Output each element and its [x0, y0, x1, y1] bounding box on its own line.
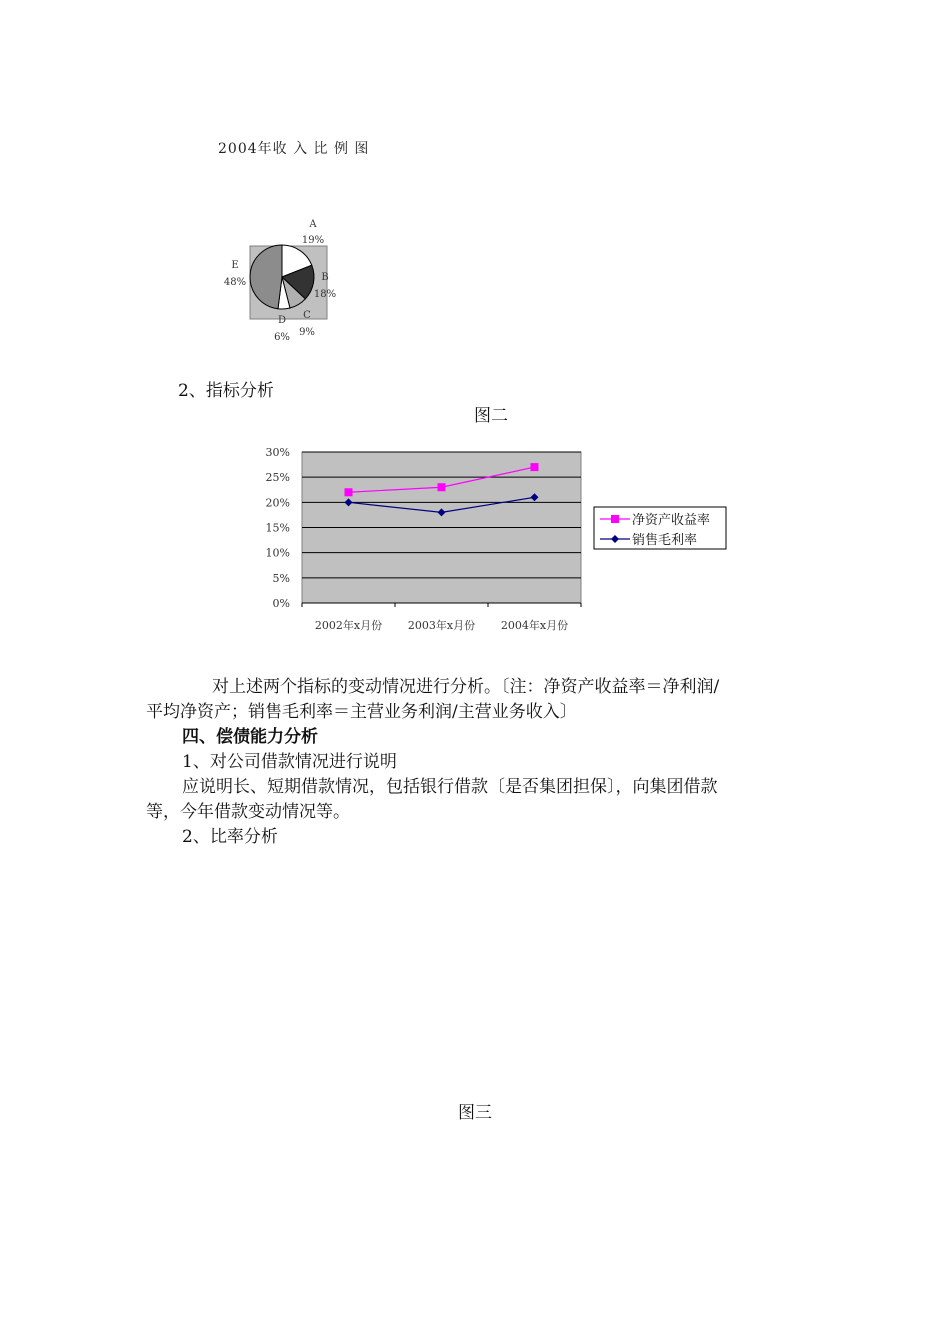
item-1: 1、对公司借款情况进行说明 — [182, 752, 397, 772]
y-tick-label: 5% — [272, 571, 290, 585]
data-point — [531, 463, 539, 471]
figure-3-caption: 图三 — [458, 1103, 492, 1123]
section-2-heading: 2、指标分析 — [178, 381, 274, 401]
analysis-paragraph-line1: 对上述两个指标的变动情况进行分析。〔注：净资产收益率＝净利润/ — [212, 677, 720, 697]
legend-marker — [611, 515, 619, 523]
pie-chart-title: 2004年收 入 比 例 图 — [218, 141, 370, 157]
y-tick-label: 30% — [265, 446, 290, 459]
pie-percent-b: 18% — [313, 289, 337, 300]
data-point — [438, 483, 446, 491]
legend-label: 销售毛利率 — [632, 533, 698, 548]
data-point — [345, 488, 353, 496]
pie-percent-c: 9% — [299, 327, 315, 338]
loan-paragraph-line2: 等，今年借款变动情况等。 — [146, 802, 350, 822]
pie-label-a: A — [309, 219, 317, 230]
analysis-paragraph-line2: 平均净资产；销售毛利率＝主营业务利润/主营业务收入〕 — [146, 702, 577, 722]
pie-chart — [200, 210, 360, 350]
pie-percent-e: 48% — [223, 277, 247, 288]
y-tick-label: 15% — [265, 521, 290, 535]
section-4-heading: 四、偿债能力分析 — [182, 727, 318, 747]
figure-2-caption: 图二 — [474, 406, 508, 426]
pie-label-e: E — [231, 260, 239, 271]
loan-paragraph-line1: 应说明长、短期借款情况，包括银行借款〔是否集团担保〕，向集团借款 — [182, 777, 718, 797]
x-tick-label: 2002年x月份 — [314, 619, 383, 632]
line-chart — [255, 440, 735, 640]
x-tick-label: 2003年x月份 — [407, 619, 476, 632]
item-2: 2、比率分析 — [182, 827, 278, 847]
y-tick-label: 0% — [272, 597, 290, 610]
legend-label: 净资产收益率 — [632, 513, 711, 528]
pie-percent-a: 19% — [301, 235, 325, 246]
pie-label-b: B — [321, 272, 329, 283]
x-tick-label: 2004年x月份 — [500, 619, 569, 632]
pie-label-c: C — [303, 310, 311, 321]
pie-label-d: D — [277, 315, 287, 326]
y-tick-label: 20% — [265, 496, 290, 510]
y-tick-label: 25% — [265, 471, 290, 485]
y-tick-label: 10% — [265, 546, 290, 560]
pie-percent-d: 6% — [274, 332, 290, 343]
